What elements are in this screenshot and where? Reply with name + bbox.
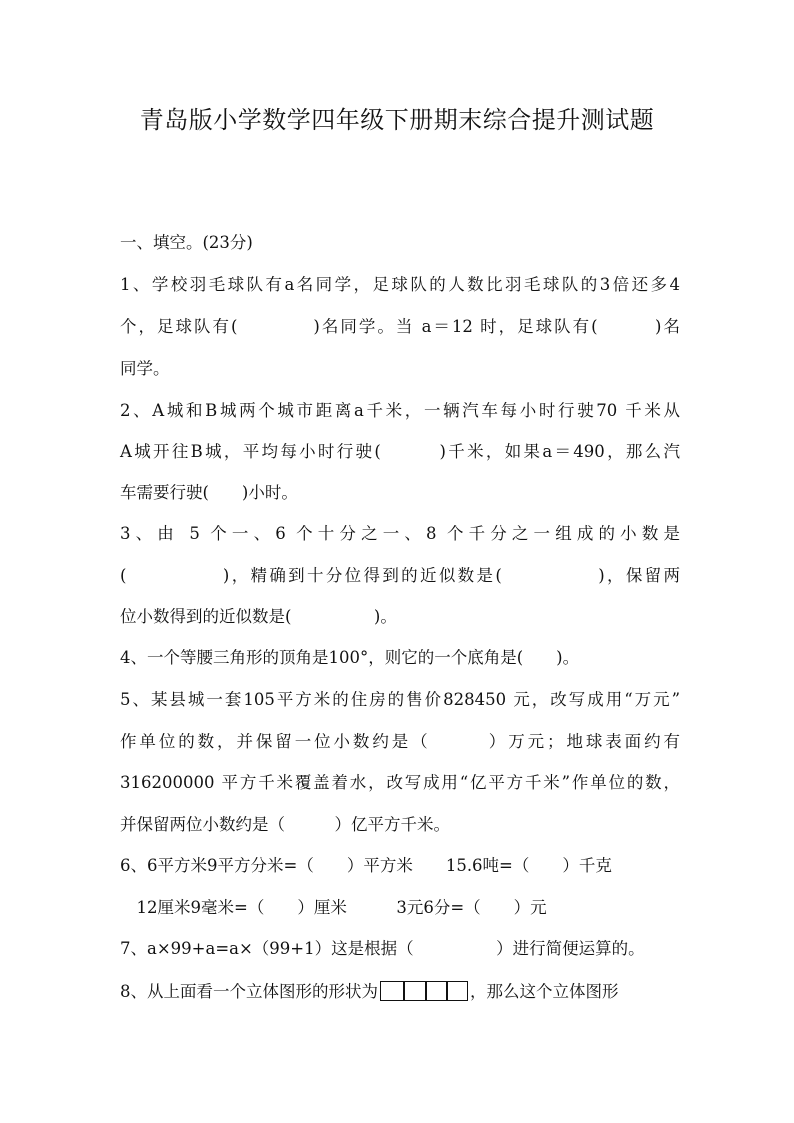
- question-5-line-1: 5、某县城一套105平方米的住房的售价828450 元，改写成用“万元”: [120, 690, 680, 709]
- page-title: 青岛版小学数学四年级下册期末综合提升测试题: [139, 106, 655, 134]
- section-heading: 一、填空。(23分): [120, 233, 253, 252]
- question-4-line-1: 4、一个等腰三角形的顶角是100°，则它的一个底角是( )。: [120, 648, 580, 667]
- question-8-text-after: ，那么这个立体图形: [470, 982, 619, 1001]
- question-7-line-1: 7、a×99+a=a×（99+1）这是根据（ ）进行简便运算的。: [120, 939, 645, 958]
- top-view-grid-icon: [380, 981, 468, 1001]
- question-3-line-3: 位小数得到的近似数是( )。: [120, 607, 397, 626]
- question-8-text-before: 8、从上面看一个立体图形的形状为: [120, 982, 378, 1001]
- question-3-line-1: 3、由 5 个一、6 个十分之一、8 个千分之一组成的小数是: [120, 524, 680, 543]
- question-2-line-3: 车需要行驶( )小时。: [120, 483, 298, 502]
- question-6-line-1: 6、6平方米9平方分米=（ ）平方米 15.6吨=（ ）千克: [120, 856, 612, 875]
- question-1-line-2: 个，足球队有( )名同学。当 a＝12 时，足球队有( )名: [120, 317, 680, 336]
- question-5-line-2: 作单位的数，并保留一位小数约是（ ）万元；地球表面约有: [120, 732, 680, 751]
- question-5-line-4: 并保留两位小数约是（ ）亿平方千米。: [120, 815, 450, 834]
- question-8-line-1: [120, 977, 680, 1007]
- question-1-line-1: 1、学校羽毛球队有a名同学，足球队的人数比羽毛球队的3倍还多4: [120, 275, 680, 294]
- question-1-line-3: 同学。: [120, 359, 170, 378]
- question-2-line-1: 2、A城和B城两个城市距离a千米，一辆汽车每小时行驶70 千米从: [120, 401, 680, 420]
- question-2-line-2: A城开往B城，平均每小时行驶( )千米，如果a＝490，那么汽: [120, 442, 680, 461]
- question-3-line-2: ( )，精确到十分位得到的近似数是( )，保留两: [120, 566, 680, 585]
- question-5-line-3: 316200000 平方千米覆盖着水，改写成用“亿平方千米”作单位的数，: [120, 773, 680, 792]
- question-6-line-2: 12厘米9毫米=（ ）厘米 3元6分=（ ）元: [120, 898, 547, 917]
